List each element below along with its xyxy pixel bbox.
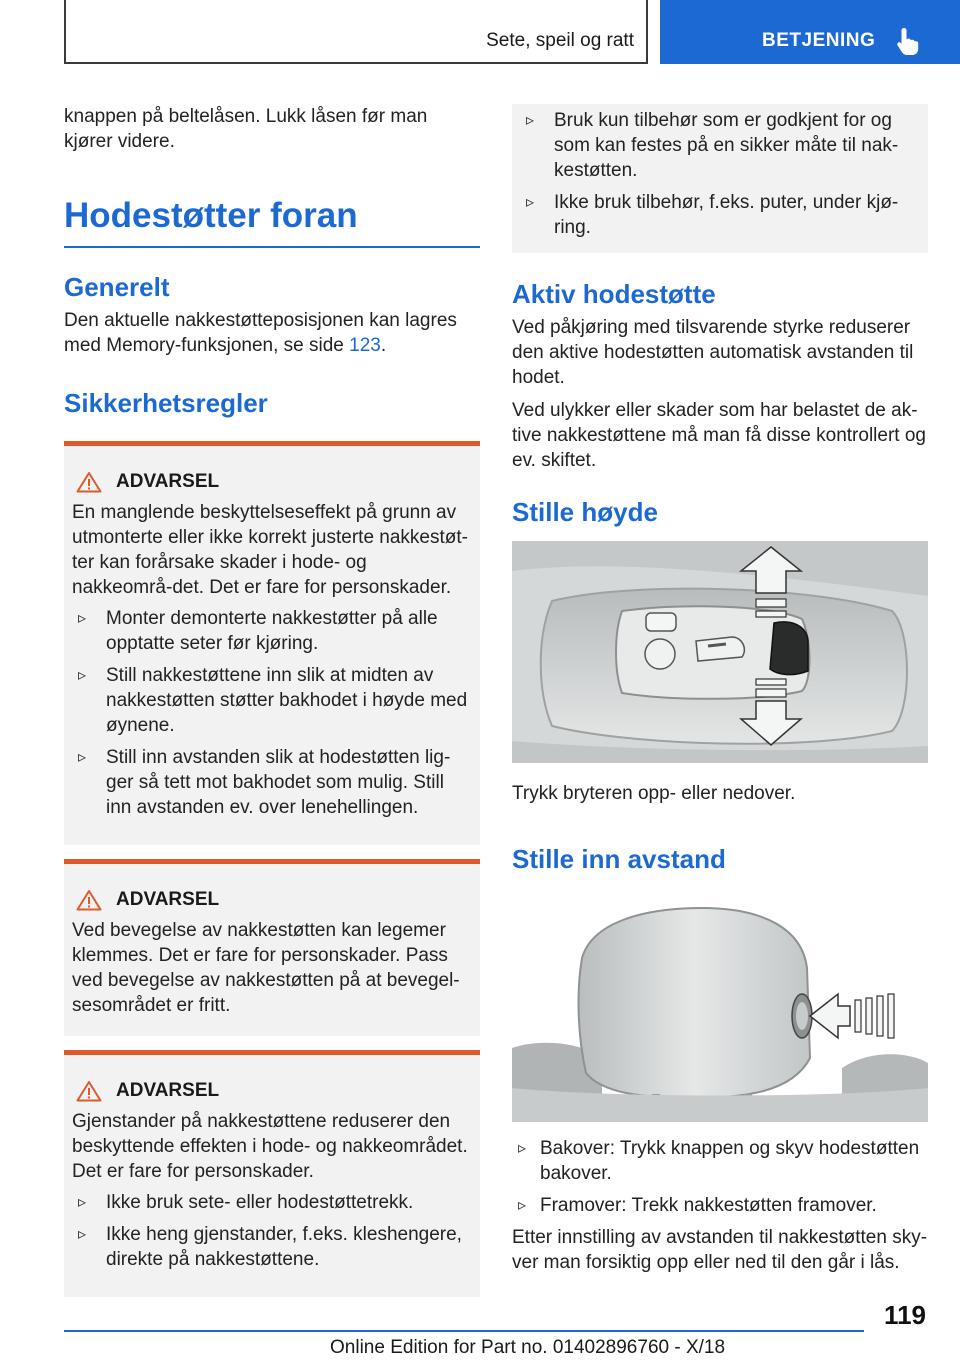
warning-box xyxy=(64,441,480,845)
warning-box xyxy=(64,1050,480,1297)
warning-bullets xyxy=(72,1190,472,1272)
list-item: ▹ Ikke heng gjenstander, f.eks. kleshengere, direkte på nakkestøttene. xyxy=(72,1222,472,1272)
list-item: ▹ Still inn avstanden slik at hodestøtten lig-ger så tett mot bakhodet som mulig. Still inn avstanden ev. over lenehellingen. xyxy=(72,745,472,820)
footer-divider xyxy=(64,1330,864,1332)
list-item: ▹ Ikke bruk tilbehør, f.eks. puter, under kjø-ring. xyxy=(520,190,920,240)
warning-title-row xyxy=(72,468,472,496)
distance-bullets xyxy=(512,1136,928,1218)
warning-text: Ved bevegelse av nakkestøtten kan legemer klemmes. Det er fare for personskader. Pass ved bevegelse av nakkestøtten på at bevegel-sesområdet er fritt. xyxy=(72,920,460,1016)
left-column xyxy=(64,104,480,1297)
page-number: 119 xyxy=(884,1300,926,1330)
list-item: ▹ Bakover: Trykk knappen og skyv hodestøtten bakover. xyxy=(512,1136,928,1186)
header-chapter-label: BETJENING xyxy=(762,30,876,51)
page-title: Hodestøtter foran xyxy=(64,196,358,235)
title-divider xyxy=(64,246,480,248)
header-section-box xyxy=(64,0,648,64)
active-headrest-heading: Aktiv hodestøtte xyxy=(512,279,716,309)
height-heading: Stille høyde xyxy=(512,497,658,527)
warning-title-row xyxy=(72,1077,472,1105)
list-item: ▹ Bruk kun tilbehør som er godkjent for og som kan festes på en sikker måte til nak-kestøtten. xyxy=(520,108,920,183)
warning-title: ADVARSEL xyxy=(116,471,220,492)
general-paragraph: Den aktuelle nakkestøtteposisjonen kan lagres med Memory-funksjonen, se side 123. xyxy=(64,310,457,356)
active-paragraph-1: Ved påkjøring med tilsvarende styrke reduserer den aktive hodestøtten automatisk avstanden til hodet. xyxy=(512,317,914,388)
warning-bullets xyxy=(72,606,472,820)
page-reference-link[interactable]: 123 xyxy=(349,335,381,356)
warning-triangle-icon xyxy=(76,1080,102,1102)
height-instruction: Trykk bryteren opp- eller nedover. xyxy=(512,783,796,804)
continued-warning-box xyxy=(512,104,928,253)
warning-triangle-icon xyxy=(76,889,102,911)
list-item: ▹ Framover: Trekk nakkestøtten framover. xyxy=(512,1193,928,1218)
list-item: ▹ Ikke bruk sete- eller hodestøttetrekk. xyxy=(72,1190,472,1215)
note-bullets xyxy=(520,108,920,240)
seat-switch-illustration xyxy=(512,541,928,763)
active-paragraph-2: Ved ulykker eller skader som har belastet de ak-tive nakkestøttene må man få disse kontrollert og ev. skiftet. xyxy=(512,400,926,471)
distance-heading: Stille inn avstand xyxy=(512,844,726,874)
warning-box xyxy=(64,859,480,1036)
distance-paragraph: Etter innstilling av avstanden til nakkestøtten sky-ver man forsiktig opp eller ned til den går i lås. xyxy=(512,1227,928,1273)
warning-title: ADVARSEL xyxy=(116,889,220,910)
list-item: ▹ Monter demonterte nakkestøtter på alle opptatte seter før kjøring. xyxy=(72,606,472,656)
footer-edition: Online Edition for Part no. 01402896760 - X/18 xyxy=(330,1337,726,1358)
warning-text: Gjenstander på nakkestøttene reduserer den beskyttende effekten i hode- og nakkeområdet. Det er fare for personskader. xyxy=(72,1111,468,1182)
header-chapter-tab[interactable] xyxy=(660,0,960,64)
warning-title: ADVARSEL xyxy=(116,1080,220,1101)
right-column xyxy=(512,104,928,1275)
warning-title-row xyxy=(72,886,472,914)
general-heading: Generelt xyxy=(64,272,170,302)
warning-triangle-icon xyxy=(76,471,102,493)
pointing-hand-icon xyxy=(896,26,922,56)
list-item: ▹ Still nakkestøttene inn slik at midten av nakkestøtten støtter bakhodet i høyde med øynene. xyxy=(72,663,472,738)
intro-paragraph: knappen på beltelåsen. Lukk låsen før man kjører videre. xyxy=(64,106,428,152)
headrest-illustration xyxy=(512,898,928,1122)
header-section-title: Sete, speil og ratt xyxy=(486,30,634,51)
safety-heading: Sikkerhetsregler xyxy=(64,388,268,418)
warning-text: En manglende beskyttelseseffekt på grunn av utmonterte eller ikke korrekt justerte nakkestøt-ter kan forårsake skader i hode- og nakkeområ-det. Det er fare for personskader. xyxy=(72,502,468,598)
